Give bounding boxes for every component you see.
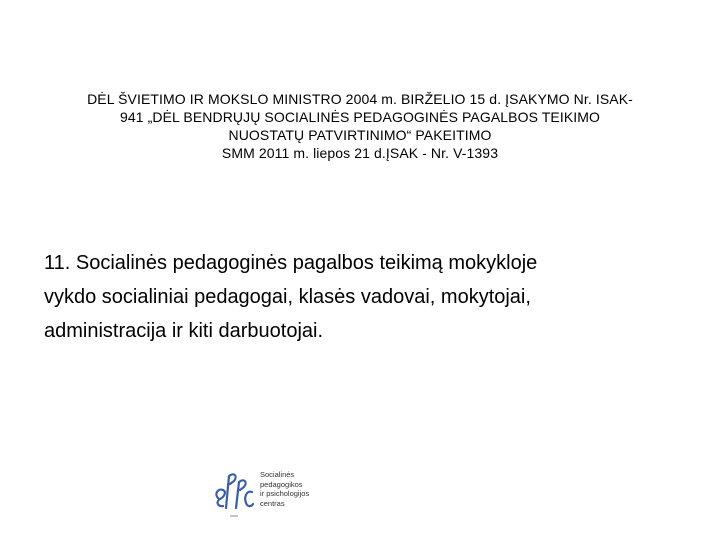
title-line-2: 941 „DĖL BENDRŲJŲ SOCIALINĖS PEDAGOGINĖS PAGALBOS TEIKIMO <box>119 109 601 125</box>
logo-line-1: Socialinės <box>260 470 295 479</box>
paragraph-line-1: 11. Socialinės pedagoginės pagalbos teikimą mokykloje <box>44 252 538 274</box>
organization-logo <box>212 466 322 522</box>
title-line-4: SMM 2011 m. liepos 21 d.ĮSAK - Nr. V-1393 <box>221 145 499 161</box>
paragraph-line-3: administracija ir kiti darbuotojai. <box>44 320 324 342</box>
title-line-1: DĖL ŠVIETIMO IR MOKSLO MINISTRO 2004 m. BIRŽELIO 15 d. ĮSAKYMO Nr. ISAK- <box>87 91 633 107</box>
paragraph-line-2: vykdo socialiniai pedagogai, klasės vadovai, mokytojai, <box>44 286 531 308</box>
main-paragraph <box>44 246 684 348</box>
logo-line-2: pedagogikos <box>260 479 303 489</box>
title-line-3: NUOSTATŲ PATVIRTINIMO“ PAKEITIMO <box>228 127 492 143</box>
logo-mark-icon <box>212 468 256 522</box>
logo-line-4: centras <box>260 498 285 508</box>
logo-line-3: ir psichologijos <box>260 489 310 498</box>
logo-wordmark <box>260 470 309 508</box>
document-title <box>40 90 680 162</box>
